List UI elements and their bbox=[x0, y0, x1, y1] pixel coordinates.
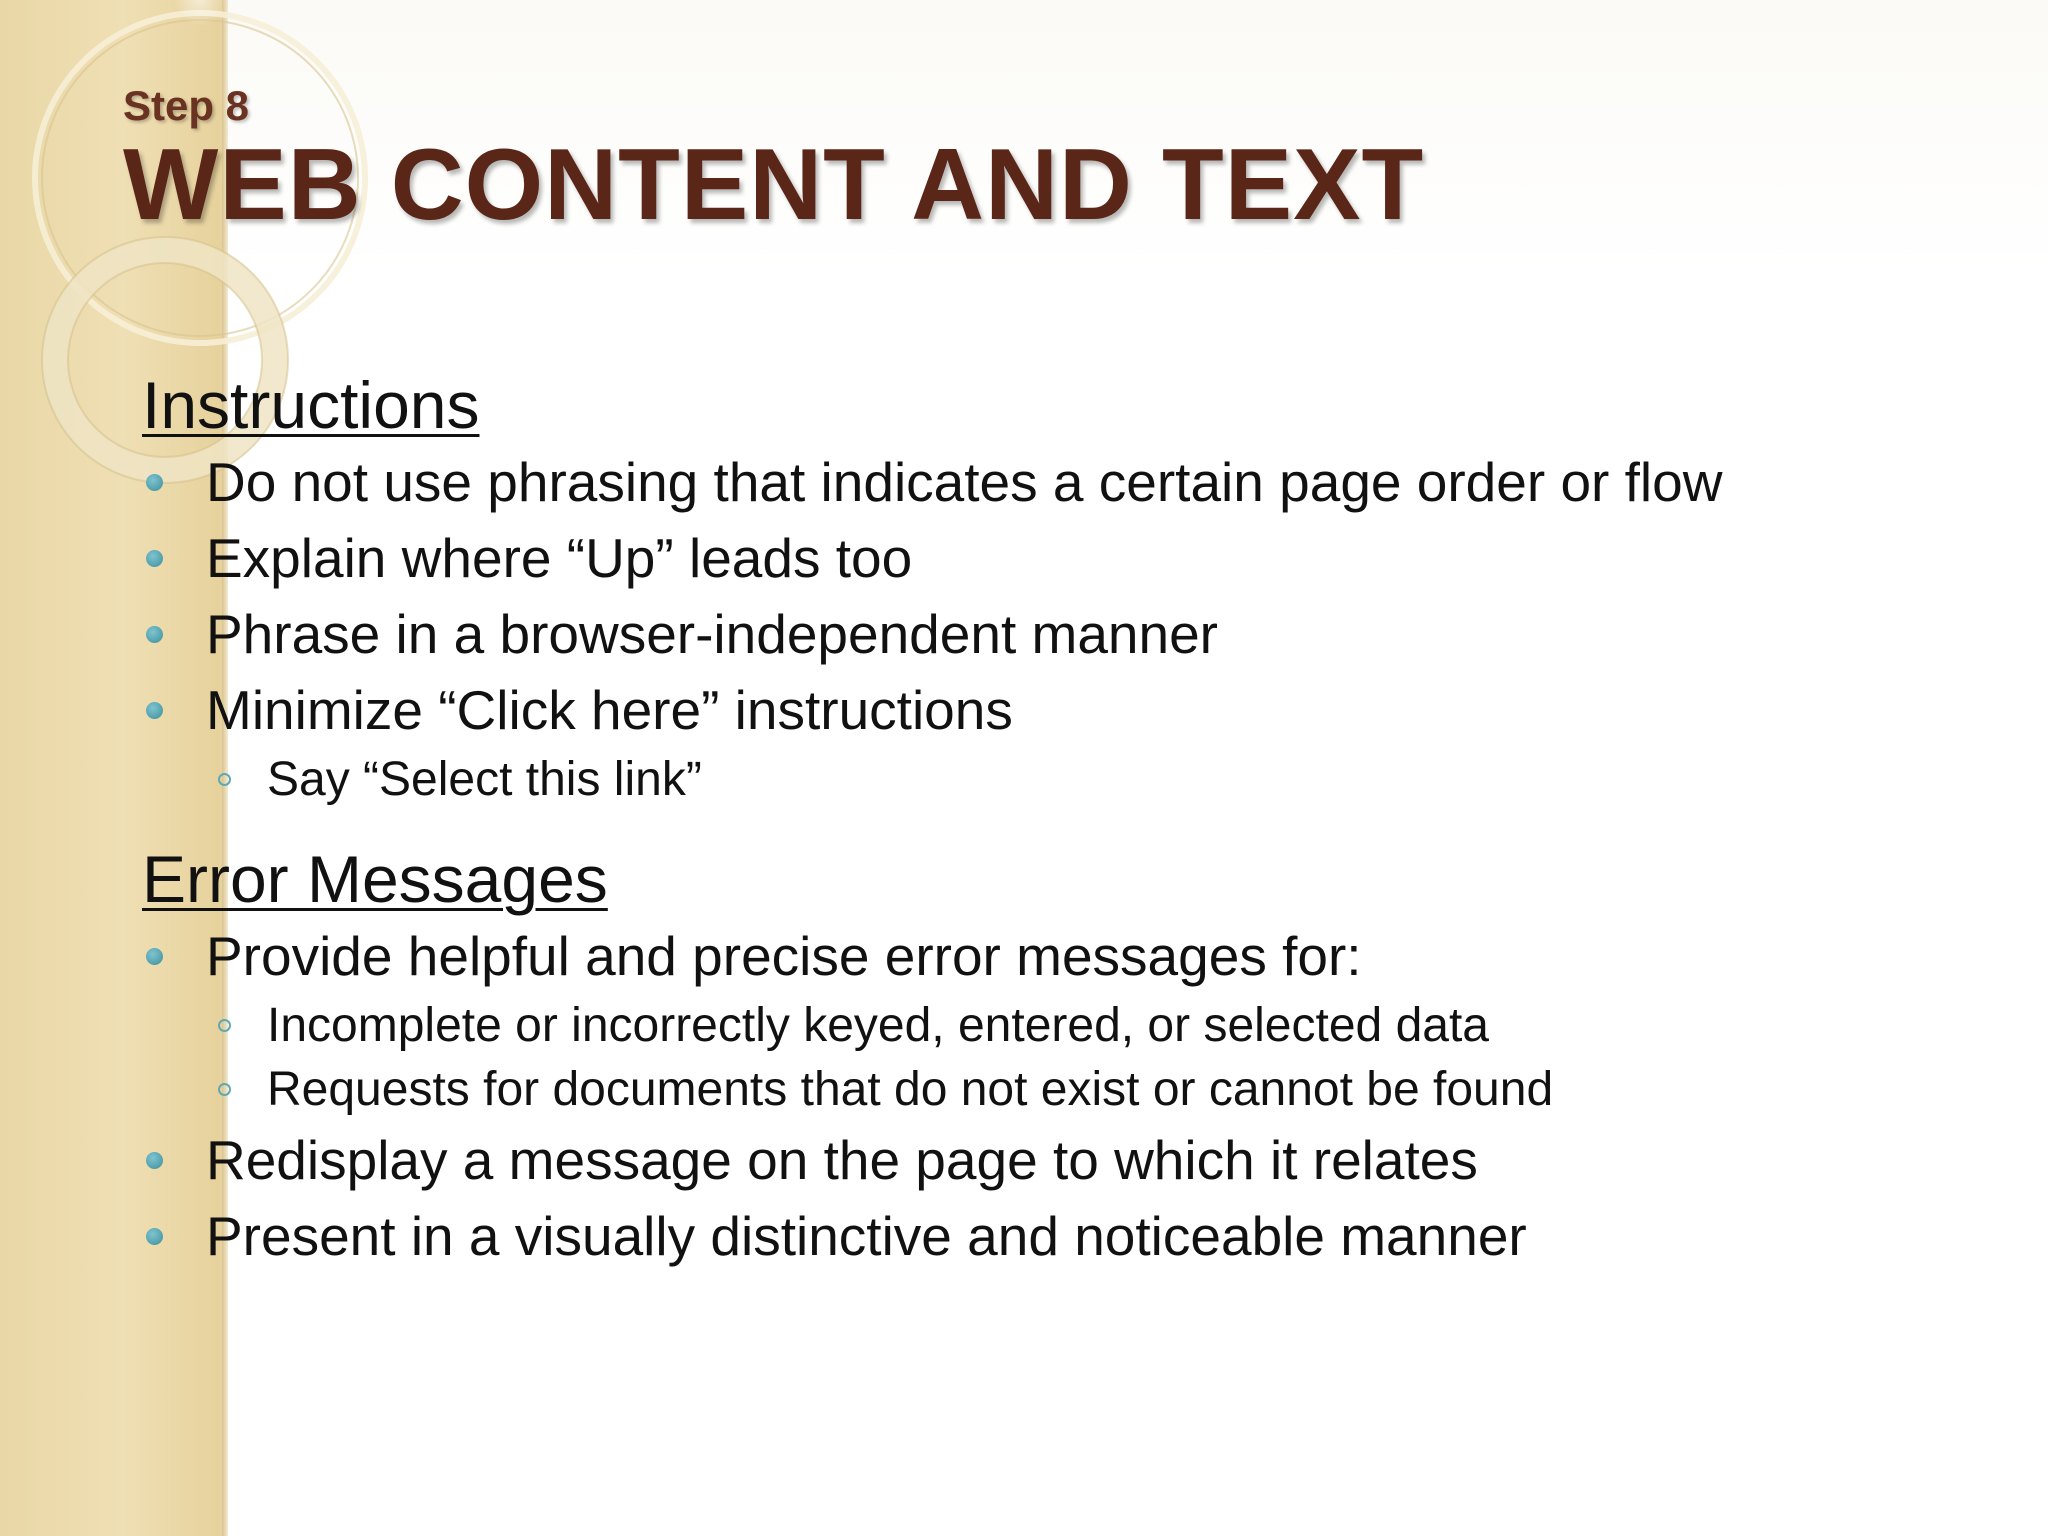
bullet-text: Present in a visually distinctive and noticeable manner bbox=[206, 1205, 1527, 1267]
sub-bullet-ring-icon bbox=[218, 1083, 231, 1096]
bullet-item bbox=[142, 672, 2002, 748]
sub-bullet-item bbox=[142, 748, 2002, 812]
sub-bullet-ring-icon bbox=[218, 1019, 231, 1032]
bullet-dot-icon bbox=[146, 1152, 163, 1169]
bullet-dot-icon bbox=[146, 702, 163, 719]
sub-bullet-item bbox=[142, 1058, 2002, 1122]
slide-subtitle: Step 8 bbox=[123, 82, 250, 129]
sub-bullet-text: Requests for documents that do not exist or cannot be found bbox=[267, 1063, 1554, 1116]
sub-bullet-item bbox=[142, 994, 2002, 1058]
sub-bullet-text: Incomplete or incorrectly keyed, entered, or selected data bbox=[267, 999, 1489, 1052]
bullet-item bbox=[142, 1122, 2002, 1198]
bullet-text: Minimize “Click here” instructions bbox=[206, 679, 1013, 741]
bullet-text: Do not use phrasing that indicates a certain page order or flow bbox=[206, 451, 1723, 513]
bullet-item bbox=[142, 596, 2002, 672]
bullet-item bbox=[142, 444, 2002, 520]
slide-content bbox=[142, 366, 2002, 1274]
section-heading-error-messages: Error Messages bbox=[142, 842, 608, 916]
bullet-dot-icon bbox=[146, 948, 163, 965]
bullet-dot-icon bbox=[146, 626, 163, 643]
bullet-item bbox=[142, 520, 2002, 596]
title-block bbox=[123, 82, 1424, 240]
bullet-dot-icon bbox=[146, 474, 163, 491]
slide-title: WEB CONTENT AND TEXT bbox=[123, 129, 1425, 241]
bullet-text: Redisplay a message on the page to which it relates bbox=[206, 1129, 1478, 1191]
bullet-text: Provide helpful and precise error messages for: bbox=[206, 925, 1362, 987]
bullet-item bbox=[142, 918, 2002, 994]
sub-bullet-text: Say “Select this link” bbox=[267, 753, 702, 806]
section-heading-instructions: Instructions bbox=[142, 368, 480, 442]
sub-bullet-ring-icon bbox=[218, 773, 231, 786]
bullet-text: Explain where “Up” leads too bbox=[206, 527, 913, 589]
bullet-dot-icon bbox=[146, 1228, 163, 1245]
bullet-item bbox=[142, 1198, 2002, 1274]
bullet-text: Phrase in a browser-independent manner bbox=[206, 603, 1218, 665]
bullet-dot-icon bbox=[146, 550, 163, 567]
